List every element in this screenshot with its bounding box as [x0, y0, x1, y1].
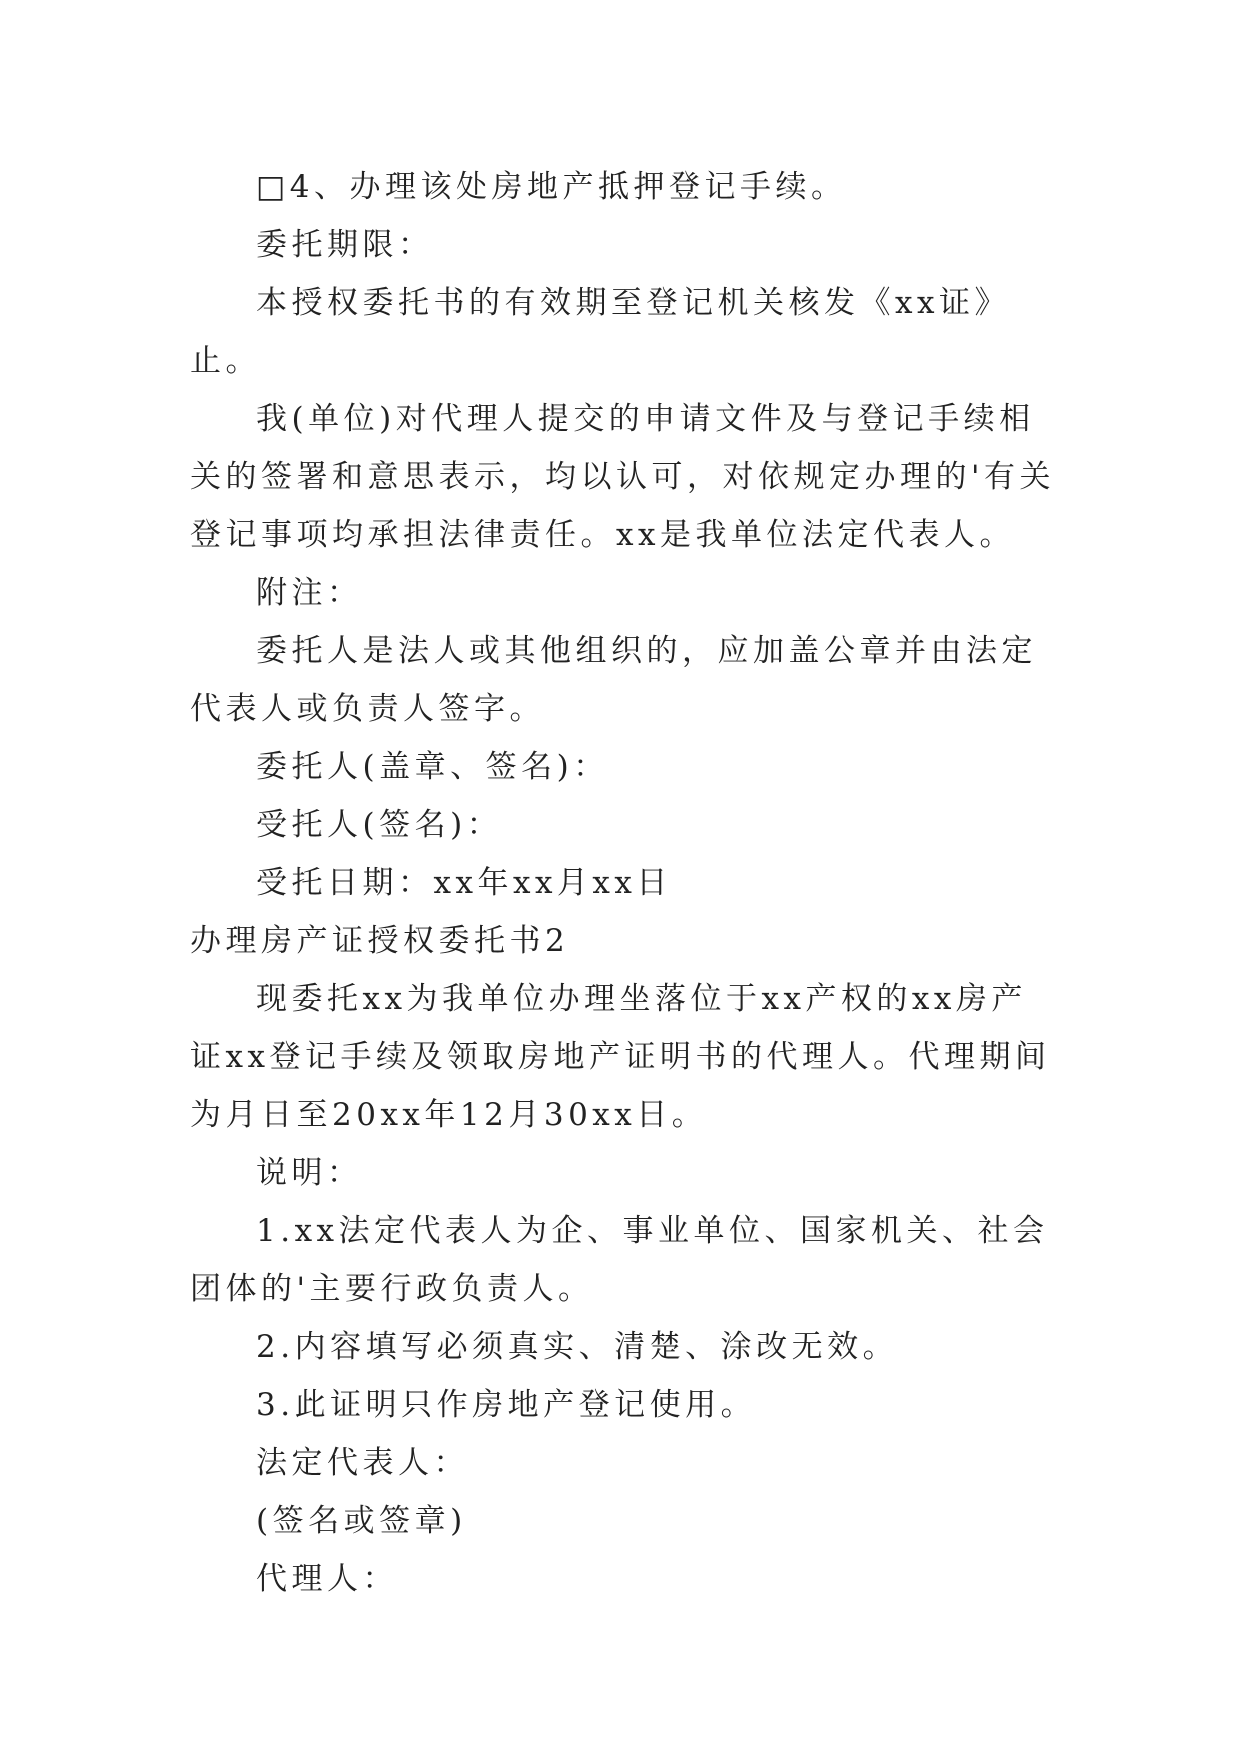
agent-signature-line: 受托人(签名)： [256, 807, 503, 843]
agent-line: 代理人： [256, 1561, 398, 1597]
explanation-item-2: 2.内容填写必须真实、清楚、涂改无效。 [256, 1329, 899, 1365]
note-heading: 附注： [256, 575, 363, 611]
sign-or-seal-line: (签名或签章) [256, 1503, 467, 1539]
explanation-heading: 说明： [256, 1155, 363, 1191]
entrust-date-line: 受托日期：xx年xx月xx日 [256, 865, 672, 901]
note-paragraph: 委托人是法人或其他组织的，应加盖公章并由法定代表人或负责人签字。 [190, 633, 1037, 727]
liability-paragraph: 我(单位)对代理人提交的申请文件及与登记手续相关的签署和意思表示，均以认可，对依规定办理的'有关登记事项均承担法律责任。xx是我单位法定代表人。 [190, 401, 1056, 553]
explanation-item-1: 1.xx法定代表人为企、事业单位、国家机关、社会团体的'主要行政负责人。 [190, 1213, 1049, 1307]
validity-paragraph: 本授权委托书的有效期至登记机关核发《xx证》止。 [190, 285, 1010, 379]
document-body [190, 158, 1060, 1608]
legal-representative-line: 法定代表人： [256, 1445, 469, 1481]
entrust-period-heading: 委托期限： [256, 227, 434, 263]
entrust-paragraph: 现委托xx为我单位办理坐落位于xx产权的xx房产证xx登记手续及领取房地产证明书的代理人。代理期间为月日至20xx年12月30xx日。 [190, 981, 1051, 1133]
explanation-item-3: 3.此证明只作房地产登记使用。 [256, 1387, 757, 1423]
principal-signature-line: 委托人(盖章、签名)： [256, 749, 609, 785]
checkbox-item-mortgage: □4、办理该处房地产抵押登记手续。 [256, 169, 847, 205]
section-title: 办理房产证授权委托书2 [190, 923, 570, 959]
